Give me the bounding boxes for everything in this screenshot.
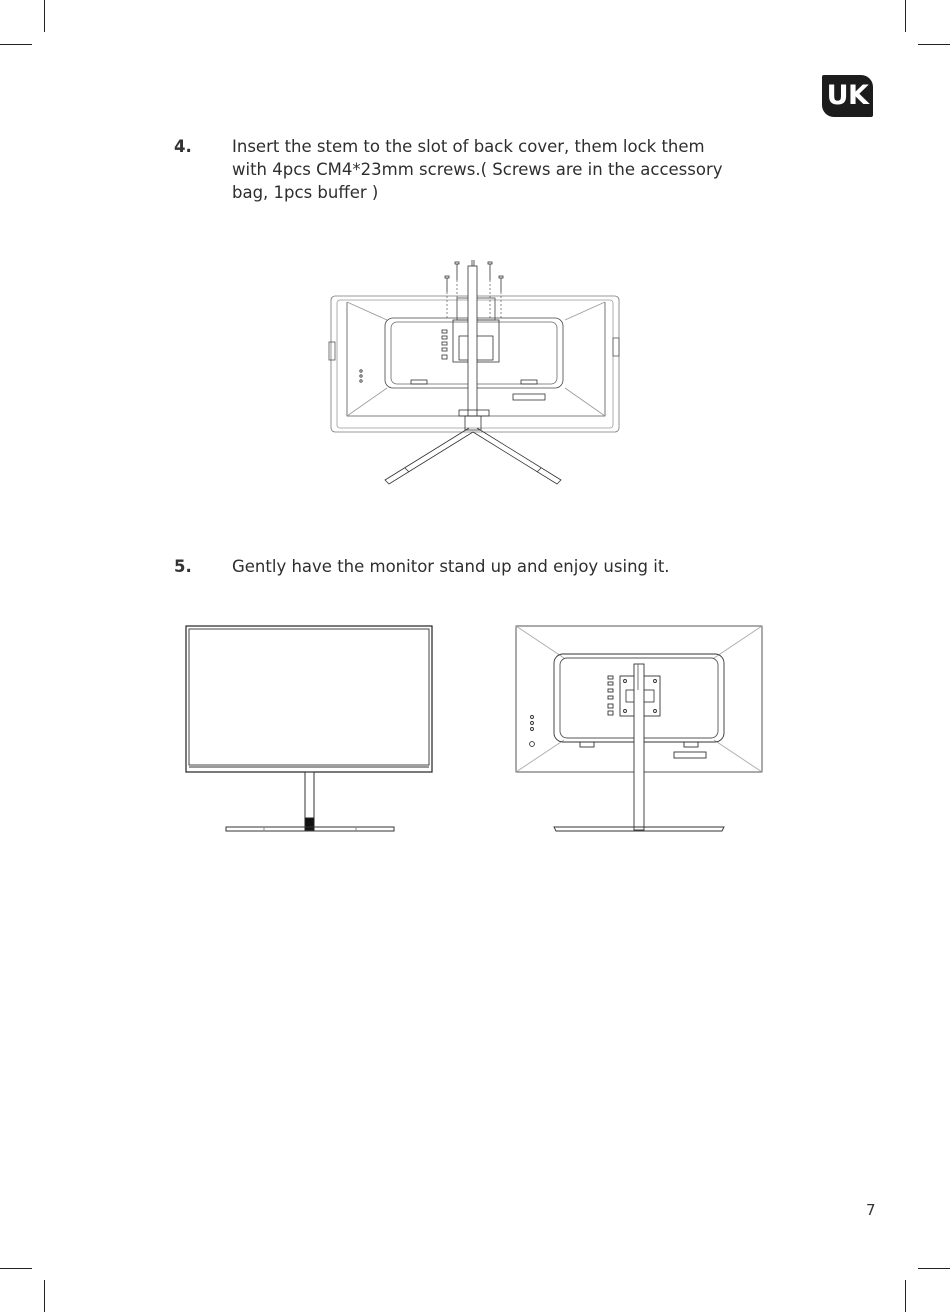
monitor-front-illustration <box>184 624 436 834</box>
crop-mark <box>44 1280 45 1312</box>
instruction-line: Gently have the monitor stand up and enjoy using it. <box>232 557 670 576</box>
step-number: 4. <box>174 137 192 156</box>
crop-mark <box>0 1268 32 1269</box>
instruction-line: bag, 1pcs buffer ) <box>232 183 379 202</box>
crop-mark <box>918 44 950 45</box>
step-number: 5. <box>174 557 192 576</box>
page-number: 7 <box>866 1201 876 1219</box>
monitor-back-illustration <box>514 624 766 834</box>
instruction-line: with 4pcs CM4*23mm screws.( Screws are in the accessory <box>232 160 723 179</box>
crop-mark <box>44 0 45 32</box>
crop-mark <box>0 44 32 45</box>
crop-mark <box>905 0 906 32</box>
crop-mark <box>918 1268 950 1269</box>
crop-mark <box>905 1280 906 1312</box>
step-instruction <box>232 135 792 204</box>
stem-installation-illustration <box>325 258 625 488</box>
language-badge: UK <box>822 75 873 117</box>
step-instruction <box>232 555 792 578</box>
instruction-line: Insert the stem to the slot of back cover, them lock them <box>232 137 705 156</box>
